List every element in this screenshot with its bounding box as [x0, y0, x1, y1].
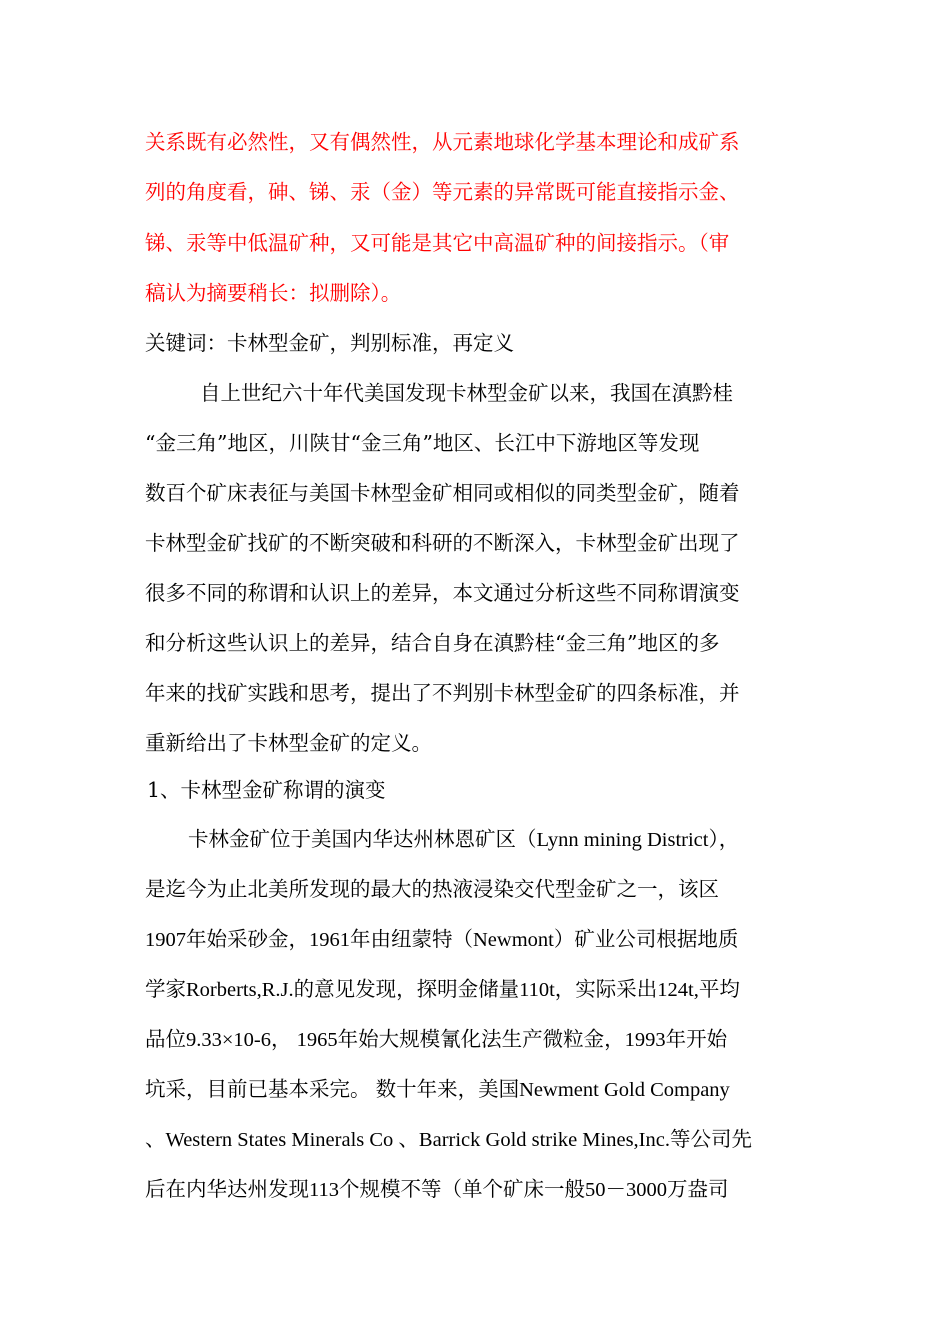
intro-line-8: 重新给出了卡林型金矿的定义。	[145, 731, 432, 755]
section-body-line-4: 学家Rorberts,R.J.的意见发现，探明金储量110t，实际采出124t,平均	[145, 979, 740, 1001]
intro-line-5: 很多不同的称谓和认识上的差异，本文通过分析这些不同称谓演变	[145, 581, 740, 605]
keywords-line: 关键词：卡林型金矿，判别标准，再定义	[145, 331, 514, 355]
abstract-line-2: 列的角度看，砷、锑、汞（金）等元素的异常既可能直接指示金、	[145, 180, 740, 204]
intro-line-6: 和分析这些认识上的差异，结合自身在滇黔桂“金三角”地区的多	[145, 631, 720, 655]
intro-line-1: 自上世纪六十年代美国发现卡林型金矿以来，我国在滇黔桂	[200, 381, 733, 405]
section-body-line-1: 卡林金矿位于美国内华达州林恩矿区（Lynn mining District），	[188, 829, 740, 851]
section-body-line-7: 、Western States Minerals Co 、Barrick Gold strike Mines,Inc.等公司先	[145, 1129, 752, 1151]
section-body-line-2: 是迄今为止北美所发现的最大的热液浸染交代型金矿之一，该区	[145, 879, 719, 901]
abstract-line-1: 关系既有必然性，又有偶然性，从元素地球化学基本理论和成矿系	[145, 130, 740, 154]
abstract-line-3: 锑、汞等中低温矿种，又可能是其它中高温矿种的间接指示。（审	[145, 231, 730, 255]
section-body-line-6: 坑采，目前已基本采完。 数十年来，美国Newment Gold Company	[145, 1079, 730, 1101]
section-heading: 1、卡林型金矿称谓的演变	[147, 778, 386, 802]
intro-line-7: 年来的找矿实践和思考，提出了不判别卡林型金矿的四条标准，并	[145, 681, 740, 705]
intro-line-3: 数百个矿床表征与美国卡林型金矿相同或相似的同类型金矿，随着	[145, 481, 740, 505]
intro-line-4: 卡林型金矿找矿的不断突破和科研的不断深入，卡林型金矿出现了	[145, 531, 740, 555]
intro-line-2: “金三角”地区，川陕甘“金三角”地区、长江中下游地区等发现	[145, 431, 700, 455]
abstract-line-4: 稿认为摘要稍长：拟删除）。	[145, 281, 402, 305]
section-body-line-5: 品位9.33×10-6， 1965年始大规模氰化法生产微粒金，1993年开始	[145, 1029, 728, 1051]
section-body-line-8: 后在内华达州发现113个规模不等（单个矿床一般50－3000万盎司	[145, 1179, 729, 1201]
section-body-line-3: 1907年始采砂金，1961年由纽蒙特（Newmont）矿业公司根据地质	[145, 929, 739, 951]
